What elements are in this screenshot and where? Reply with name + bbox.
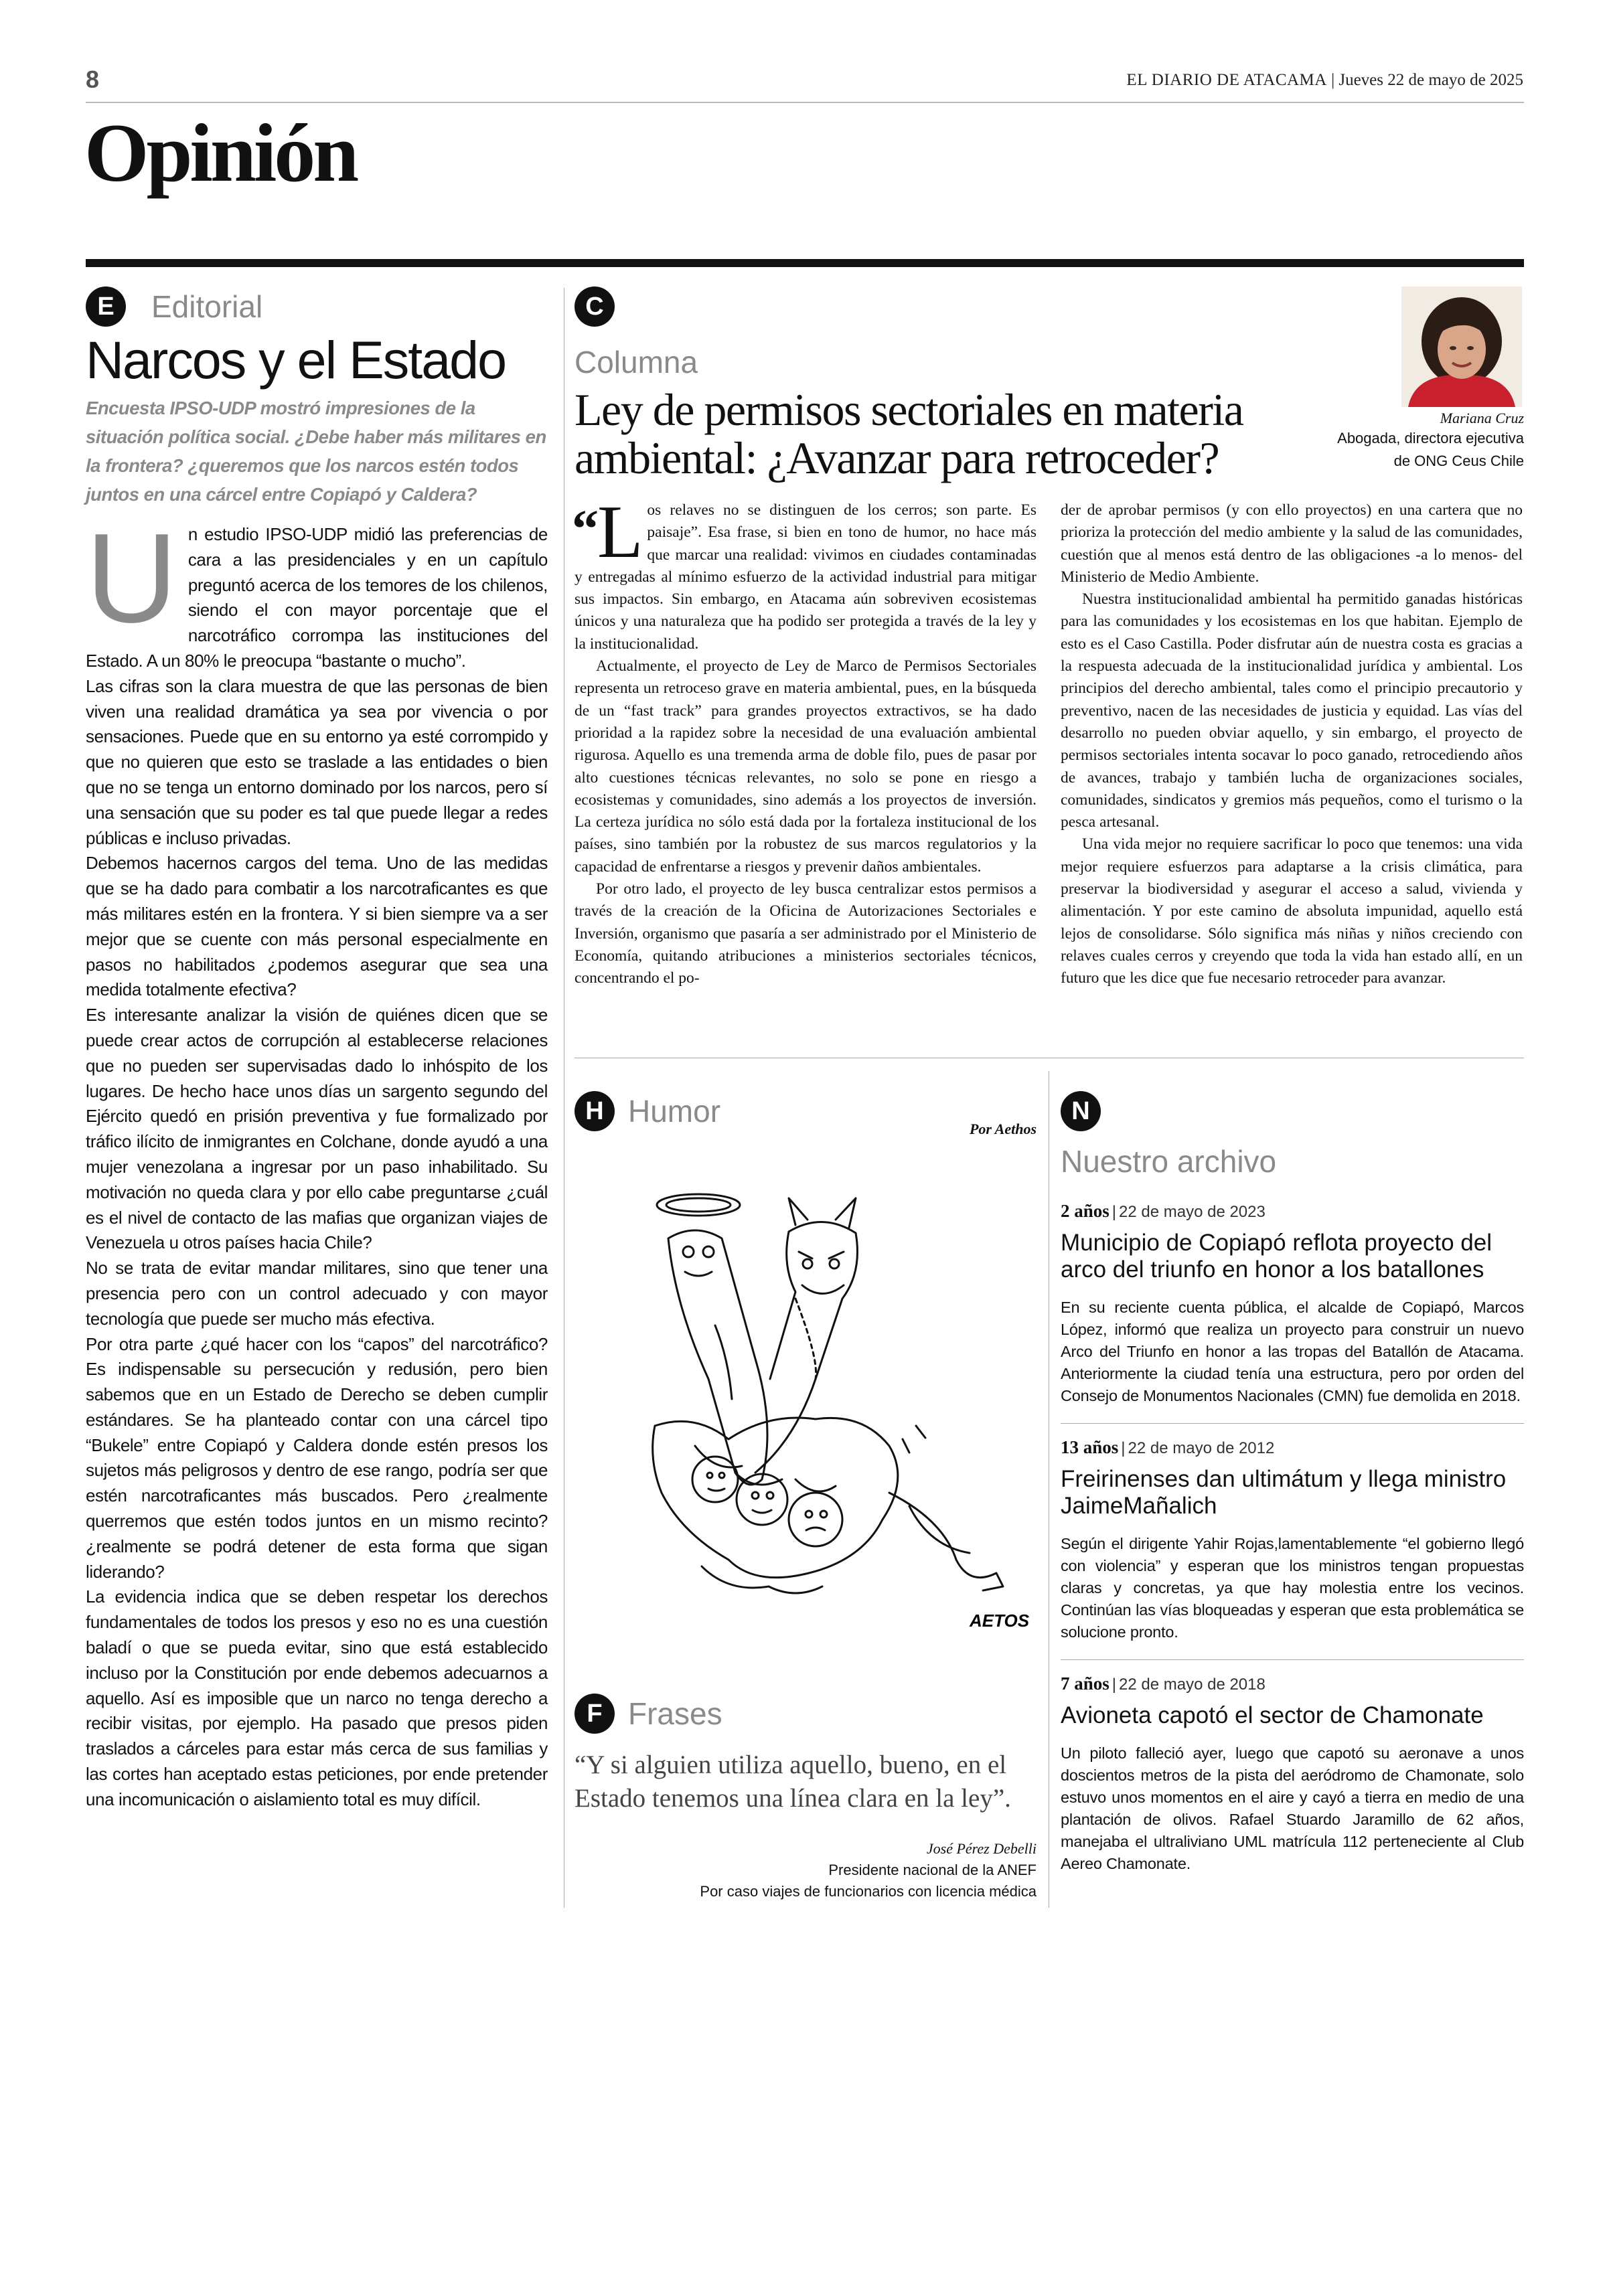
- issue-date: Jueves 22 de mayo de 2025: [1338, 71, 1523, 89]
- author-role: Abogada, directora ejecutiva: [1337, 430, 1524, 446]
- editorial-paragraph: Por otra parte ¿qué hacer con los “capos” del narcotráfico? Es indispensable su persecución y redusión, pero bien sabemos que en un Estado de Derecho se deben cumplir estándares. Se ha planteado contar con una cárcel tipo “Bukele” entre Copiapó y Caldera donde estén presos los sujetos más peligrosos y dentro de ese rango, podría ser que estén narcotraficantes más buscados. Pero ¿realmente querremos que estén todos juntos en un mismo recinto? ¿realmente se podrá detener de esta forma que sigan liderando?: [86, 1333, 548, 1582]
- editorial-subtitle: Encuesta IPSO-UDP mostró impresiones de la situación política social. ¿Debe haber más militares en la frontera? ¿queremos que los narcos estén todos juntos en una cárcel entre Copiapó y Caldera?: [86, 398, 546, 505]
- frases-context: Por caso viajes de funcionarios con licencia médica: [700, 1883, 1037, 1900]
- editorial-paragraph: No se trata de evitar mandar militares, sino que tener una presencia pero con un control adecuado y con mayor tecnología que puede ser mucho más efectiva.: [86, 1258, 548, 1329]
- column-paragraph: Por otro lado, el proyecto de ley busca centralizar estos permisos a través de la creación de la Oficina de Autorizaciones Sectoriales e Inversión, organismo que pasaría a ser administrado por el Ministerio de Economía, quitando atribuciones a ministerios sectoriales técnicos, concentrando el po-: [575, 880, 1037, 987]
- editorial-title: Narcos y el Estado: [86, 330, 506, 390]
- humor-byline: Por Aethos: [969, 1121, 1037, 1137]
- humor-kicker: Humor: [628, 1094, 721, 1129]
- archive-date: 22 de mayo de 2023: [1119, 1203, 1266, 1221]
- frases-author: José Pérez Debelli: [926, 1840, 1037, 1857]
- frases-role: Presidente nacional de la ANEF: [828, 1862, 1037, 1878]
- archive-years: 2 años: [1061, 1201, 1109, 1221]
- archive-date: 22 de mayo de 2012: [1128, 1439, 1275, 1457]
- masthead: [1126, 71, 1523, 90]
- author-info: [1337, 410, 1524, 473]
- cartoon-linework-icon: [653, 1194, 1003, 1593]
- column-kicker: Columna: [575, 345, 698, 380]
- author-portrait-icon: [1401, 286, 1522, 407]
- frases-header: [575, 1694, 1037, 1734]
- archive-text: Un piloto falleció ayer, luego que capotó su aeronave a unos doscientos metros de la pista del aeródromo de Chamonate, solo estuvo unos momentos en el aire y cayó a tierra en medio de una plantación de olivos. Rafael Stuardo Jaramillo de 62 años, manejaba el ultraliviano UML matrícula 112 perteneciente al Club Aereo Chamonate.: [1061, 1744, 1524, 1872]
- editorial-lead: n estudio IPSO-UDP midió las preferencias de cara a las presidenciales y en un capítulo preguntó acerca de los temores de los chilenos, siendo el con mayor porcentaje que el narcotráfico corrompa las instituciones del Estado. A un 80% le preocupa “bastante o mucho”.: [86, 524, 548, 671]
- archive-text: Según el dirigente Yahir Rojas,lamentablemente “el gobierno llegó con violencia” y esperan que los ministros tengan propuestas claras y concretas, ya que hay molestia entre los vecinos. Continúan las vías bloqueadas y esperan que esta problemática se solucione pronto.: [1061, 1535, 1524, 1641]
- archive-rule: [1061, 1659, 1524, 1660]
- archive-separator: |: [1112, 1675, 1117, 1694]
- top-rule: [86, 102, 1524, 103]
- editorial-paragraph: Las cifras son la clara muestra de que las personas de bien viven una realidad dramática ya sea por vivencia o por sensaciones. Puede que en su entorno ya esté corrompido y que no quieren que esto se traslade a las entidades o bien que no se tenga un entorno dominado por los narcos, pero sí una sensación que su poder es tal que puede llegar a redes públicas e incluso privadas.: [86, 675, 548, 848]
- editorial-dropcap: U: [86, 507, 177, 649]
- archive-separator: |: [1121, 1439, 1126, 1457]
- section-title: Opinión: [84, 107, 357, 199]
- archive-item: [1061, 1437, 1524, 1643]
- column-quote-mark: “: [572, 500, 595, 559]
- cartoon-illustration: [595, 1158, 1030, 1640]
- editorial-kicker: Editorial: [151, 289, 263, 324]
- column-paragraph: Nuestra institucionalidad ambiental ha permitido ganadas históricas para las comunidades y los ecosistemas en los que habitan. Ejemplo de esto es el Caso Castilla. Poder disfrutar aún de nuestra costa es gracias a la respuesta adecuada de la institucionalidad jurídica y ambiental. Los principios del derecho ambiental, tales como el principio precautorio y preventivo, nacen de las necesidades de justicia y equidad. Las vías del desarrollo no pueden obviar aquello, y sin embargo, el proyecto de permisos sectoriales intenta socavar lo poco ganado, retrocediendo años de avances, trabajo y también lucha de organizaciones sociales, comunidades, sindicatos y gremios más pequeños, como el turismo o la pesca artesanal.: [1061, 590, 1523, 831]
- column-paragraph: Una vida mejor no requiere sacrificar lo poco que tenemos: una vida mejor requiere esfuerzos para adaptarse a la crisis climática, para preservar la biodiversidad y asegurar el acceso a salud, vivienda y alimentación. Y por este camino de absoluta impunidad, aquello está lejos de consolidarse. Sólo significa más niñas y niños creciendo con relaves cuales cerros y creyendo que toda la vida han estado allí, en un futuro que les dice que fue necesario retroceder para avanzar.: [1061, 835, 1523, 987]
- column-lead-paragraph: [572, 491, 1037, 655]
- author-photo: [1401, 286, 1522, 407]
- frases-attribution: [575, 1838, 1037, 1902]
- column: [572, 286, 1524, 1050]
- humor-badge: H: [575, 1091, 615, 1131]
- section-rule: [86, 259, 1524, 267]
- archive-headline: Avioneta capotó el sector de Chamonate: [1061, 1702, 1484, 1728]
- masthead-separator: |: [1331, 71, 1335, 89]
- column-title: Ley de permisos sectoriales en materia ambiental: ¿Avanzar para retroceder?: [575, 384, 1243, 483]
- frases-kicker: Frases: [628, 1696, 722, 1731]
- archive-years: 7 años: [1061, 1673, 1109, 1694]
- archive-headline: Municipio de Copiapó reflota proyecto del arco del triunfo en honor a los batallones: [1061, 1230, 1492, 1283]
- column-dropcap: L: [597, 491, 643, 574]
- page-number: 8: [86, 66, 100, 93]
- archive-rule: [1061, 1423, 1524, 1424]
- cartoon-signature: AETOS: [970, 1611, 1030, 1631]
- editorial-badge: E: [86, 286, 126, 327]
- frases-badge: F: [575, 1694, 615, 1734]
- editorial-lead-paragraph: [86, 507, 548, 674]
- archive: [1061, 1091, 1524, 1875]
- author-name: Mariana Cruz: [1440, 410, 1524, 426]
- column-paragraph: der de aprobar permisos (y con ello proyectos) en una cartera que no prioriza la protección del medio ambiente y la salud de las comunidades, cuestión que al menos está dentro de las obligaciones -a lo menos- del Ministerio de Medio Ambiente.: [1061, 501, 1523, 586]
- frases: [575, 1694, 1037, 1902]
- column-body-left: [572, 491, 1037, 990]
- column-paragraph: Actualmente, el proyecto de Ley de Marco de Permisos Sectoriales representa un retroceso grave en materia ambiental, pues, en la búsqueda de un “fast track” para grandes proyectos extractivos, se ha dado prioridad a la rapidez sobre la necesidad de una evaluación ambiental rigurosa. Aquello es una tremenda arma de doble filo, pues de pasar por alto cuestiones técnicas relevantes, no solo se pone en riesgo a ecosistemas y comunidades, sino además a los proyectos de inversión. La certeza jurídica no sólo está dada por la fortaleza institucional de los países, sino también por la robustez de sus marcos regulatorios y la capacidad de enfrentarse a riesgos y prevenir daños ambientales.: [575, 657, 1037, 876]
- archive-text: En su reciente cuenta pública, el alcalde de Copiapó, Marcos López, informó que realiza un proyecto para construir un nuevo Arco del Triunfo en honor a las tropas del Batallón de Atacama. Anteriormente la ciudad tenía una estructura, pero por orden del Consejo de Monumentos Nacionales (CMN) fue demolida en 2018.: [1061, 1299, 1524, 1404]
- column-lead: os relaves no se distinguen de los cerros; son parte. Es paisaje”. Esa frase, si bien en tono de humor, no hace más que marcar una realidad: vivimos en ciudades contaminadas y entregadas al mínimo esfuerzo de la actividad industrial para mitigar sus impactos. Sin embargo, en Atacama aún sobreviven ecosistemas únicos y una naturaleza que ha podido ser protegida a través de la ley y la institucionalidad.: [575, 501, 1037, 653]
- archive-years: 13 años: [1061, 1437, 1119, 1457]
- archive-separator: |: [1112, 1203, 1117, 1221]
- editorial-paragraph: Es interesante analizar la visión de quiénes dicen que se puede crear actos de corrupción al establecerse relaciones que no pueden ser supervisadas dado lo inhóspito de los lugares. De hecho hace unos días un sargento segundo del Ejército quedó en prisión preventiva y fue formalizado por tráfico ilícito de inmigrantes en Colchane, donde ayudó a una mujer venezolana a ingresar por un paso inhabilitado. Su motivación no queda clara y por ello cabe preguntarse ¿cuál es el nivel de contacto de las mafias que organizan viajes de Venezuela u otros países hacia Chile?: [86, 1005, 548, 1253]
- archive-badge: N: [1061, 1091, 1101, 1131]
- author-org: de ONG Ceus Chile: [1393, 453, 1524, 469]
- frases-quote: “Y si alguien utiliza aquello, bueno, en el Estado tenemos una línea clara en la ley”.: [575, 1750, 1011, 1813]
- archive-date: 22 de mayo de 2018: [1119, 1675, 1266, 1694]
- column-body-right: [1061, 499, 1523, 990]
- archive-headline: Freirinenses dan ultimátum y llega ministro JaimeMañalich: [1061, 1466, 1507, 1519]
- column-badge: C: [575, 286, 615, 327]
- archive-item: [1061, 1673, 1524, 1875]
- editorial: [86, 286, 548, 1813]
- humor: [575, 1091, 1037, 1631]
- archive-kicker: Nuestro archivo: [1061, 1144, 1277, 1179]
- editorial-paragraph: La evidencia indica que se deben respetar los derechos fundamentales de todos los presos y eso no es una cuestión baladí o que se pueda evitar, sino que está establecido incluso por la Constitución por ende debemos adecuarnos a aquello. Así es imposible que un narco no tenga derecho a recibir visitas, por ejemplo. Ha pasado que presos piden traslados a cárceles para estar más cerca de sus familias y las cortes han aceptado estas peticiones, por ende pretender una incomunicación o aislamiento total es muy difícil.: [86, 1586, 548, 1809]
- editorial-header: [86, 286, 548, 327]
- editorial-body: [86, 507, 548, 1813]
- newspaper-name: EL DIARIO DE ATACAMA: [1126, 71, 1327, 89]
- humor-header: [575, 1091, 1037, 1131]
- archive-item: [1061, 1201, 1524, 1407]
- editorial-paragraph: Debemos hacernos cargos del tema. Uno de las medidas que se ha dado para combatir a los narcotraficantes es que más militares estén en la frontera. Y si bien siempre va a ser mejor que se cuente con más personal especialmente en pasos no habilitados ¿podemos asegurar que sea una medida totalmente efectiva?: [86, 853, 548, 1000]
